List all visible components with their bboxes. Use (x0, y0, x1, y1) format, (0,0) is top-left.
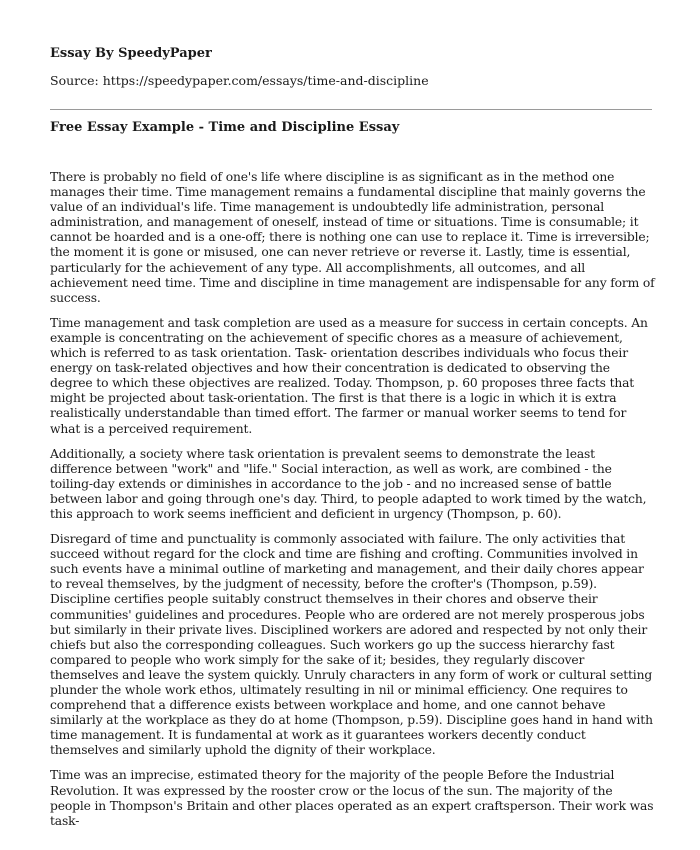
source-line: Source: https://speedypaper.com/essays/time-and-discipline (50, 73, 429, 88)
essay-paragraph: Disregard of time and punctuality is commonly associated with failure. The only activities that succeed without regard for the clock and time are fishing and crofting. Communities involved in such events have a minimal outline of marketing and management, and their daily chores appear to reveal themselves, by the judgment of necessity, before the crofter's (Thompson, p.59). Discipline certifies people suitably construct themselves in their chores and observe their communities' guidelines and procedures. People who are ordered are not merely prosperous jobs but similarly in their private lives. Disciplined workers are adored and respected by not only their chiefs but also the corresponding colleagues. Such workers go up the success hierarchy fast compared to people who work simply for the sake of it; besides, they regularly discover themselves and leave the system quickly. Unruly characters in any form of work or cultural setting plunder the whole work ethos, ultimately resulting in nil or minimal efficiency. One requires to comprehend that a difference exists between workplace and home, and one cannot behave similarly at the workplace as they do at home (Thompson, p.59). Discipline goes hand in hand with time management. It is fundamental at work as it guarantees workers decently conduct themselves and similarly uphold the dignity of their workplace. (50, 532, 653, 758)
essay-paragraph: Additionally, a society where task orientation is prevalent seems to demonstrate the least difference between "work" and "life." Social interaction, as well as work, are combined - the toiling-day extends or diminishes in accordance to the job - and no increased sense of battle between labor and going through one's day. Third, to people adapted to work timed by the watch, this approach to work seems inefficient and deficient in urgency (Thompson, p. 60). (50, 446, 647, 521)
essay-paragraph: Time management and task completion are used as a measure for success in certain concepts. An example is concentrating on the achievement of specific chores as a measure of achievement, which is referred to as task orientation. Task- orientation describes individuals who focus their energy on task-related objectives and how their concentration is dedicated to observing the degree to which these objectives are realized. Today. Thompson, p. 60 proposes three facts that might be projected about task-orientation. The first is that there is a logic in which it is extra realistically understandable than timed effort. The farmer or manual worker seems to tend for what is a perceived requirement. (50, 315, 648, 436)
site-title: Essay By SpeedyPaper (50, 46, 212, 61)
essay-body (50, 170, 655, 839)
essay-paragraph: Time was an imprecise, estimated theory for the majority of the people Before the Industrial Revolution. It was expressed by the rooster crow or the locus of the sun. The majority of the people in Thompson's Britain and other places operated as an expert craftsperson. Their work was task- (50, 768, 654, 828)
essay-title: Free Essay Example - Time and Discipline Essay (50, 120, 400, 135)
essay-paragraph: There is probably no field of one's life where discipline is as significant as in the method one manages their time. Time management remains a fundamental discipline that mainly governs the value of an individual's life. Time management is undoubtedly life administration, personal administration, and management of oneself, instead of time or situations. Time is consumable; it cannot be hoarded and is a one-off; there is nothing one can use to replace it. Time is irreversible; the moment it is gone or misused, one can never retrieve or reverse it. Lastly, time is essential, particularly for the achievement of any type. All accomplishments, all outcomes, and all achievement need time. Time and discipline in time management are indispensable for any form of success. (50, 170, 655, 305)
header-divider (50, 109, 652, 110)
